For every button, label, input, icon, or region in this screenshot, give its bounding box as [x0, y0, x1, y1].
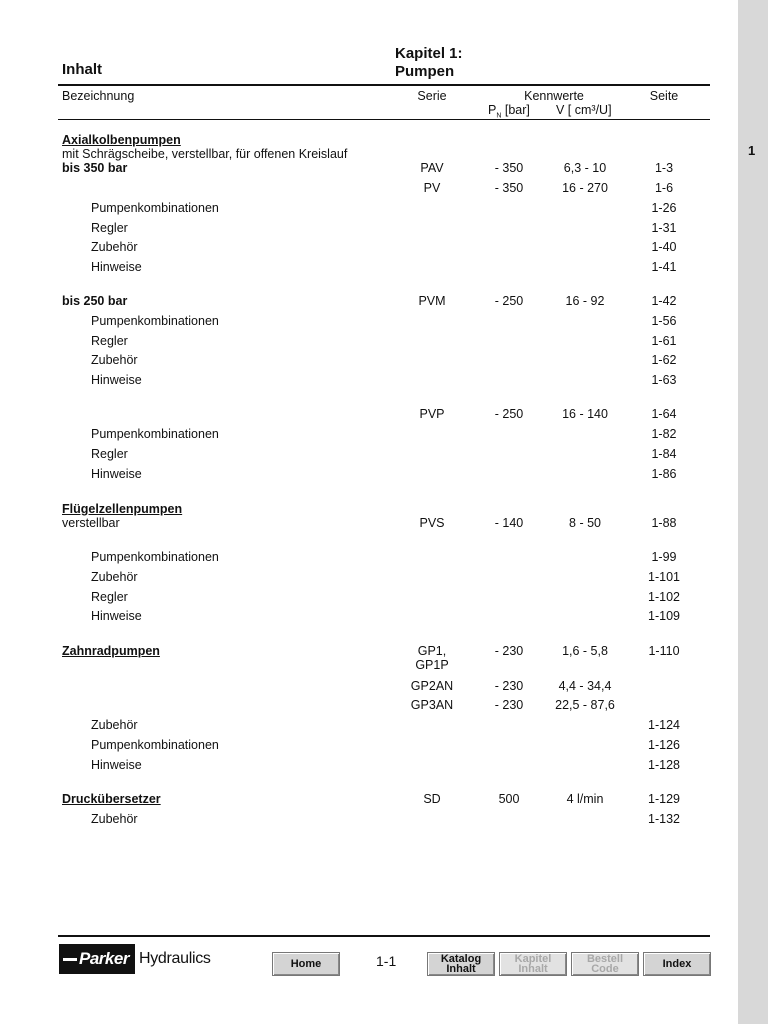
katalog-inhalt-label-1: Katalog: [440, 953, 482, 965]
table-row: [0, 467, 738, 485]
parker-logo-mark: [59, 944, 135, 974]
kapitel-inhalt-label-2: Inhalt: [518, 963, 548, 975]
row-label: Zubehör: [91, 353, 138, 367]
index-button[interactable]: Index: [643, 952, 711, 976]
row-page: 1-63: [651, 373, 677, 387]
page-number: 1-1: [376, 953, 397, 969]
row-label: Pumpenkombinationen: [91, 201, 219, 215]
row-volume: 16 - 270: [562, 181, 608, 195]
row-label: verstellbar: [62, 516, 120, 530]
row-serie: PV: [423, 181, 441, 195]
row-label: Pumpenkombinationen: [91, 738, 219, 752]
col-header-bezeichnung: Bezeichnung: [62, 89, 135, 103]
row-label: Pumpenkombinationen: [91, 550, 219, 564]
section-heading: Zahnradpumpen: [62, 644, 160, 658]
table-row: [0, 738, 738, 756]
row-page: 1-56: [651, 314, 677, 328]
table-row: [0, 373, 738, 391]
row-label: Zubehör: [91, 570, 138, 584]
row-serie: PVM: [418, 294, 446, 308]
row-label: bis 350 bar: [62, 161, 128, 175]
col-header-pn-unit: [bar]: [501, 103, 530, 117]
bestell-code-label-1: Bestell: [586, 953, 624, 965]
row-label: Hinweise: [91, 758, 142, 772]
row-pressure: - 230: [494, 644, 524, 658]
page-title: Inhalt: [62, 61, 102, 78]
row-label: Hinweise: [91, 373, 142, 387]
table-row: [0, 718, 738, 736]
table-row: [0, 221, 738, 239]
row-serie: GP3AN: [410, 698, 454, 712]
kapitel-inhalt-label-1: Kapitel: [514, 953, 552, 965]
row-page: 1-31: [651, 221, 677, 235]
row-page: 1-40: [651, 240, 677, 254]
col-header-kennwerte: Kennwerte: [524, 89, 584, 103]
table-row: [0, 314, 738, 332]
row-label: Regler: [91, 447, 128, 461]
row-volume: 6,3 - 10: [563, 161, 607, 175]
parker-logo-suffix: Hydraulics: [138, 950, 211, 967]
col-header-seite: Seite: [649, 89, 679, 103]
row-page: 1-82: [651, 427, 677, 441]
row-label: Hinweise: [91, 609, 142, 623]
row-label: Regler: [91, 590, 128, 604]
row-pressure: - 230: [494, 679, 524, 693]
row-pressure: 500: [498, 792, 520, 806]
row-page: 1-6: [654, 181, 674, 195]
katalog-inhalt-label-2: Inhalt: [446, 963, 476, 975]
row-page: 1-99: [651, 550, 677, 564]
header-rule: [58, 84, 710, 86]
col-header-serie: Serie: [417, 89, 447, 103]
row-volume: 8 - 50: [569, 516, 601, 530]
row-pressure: - 230: [494, 698, 524, 712]
row-page: 1-132: [648, 812, 680, 826]
table-row: [0, 570, 738, 588]
table-row: [0, 181, 738, 199]
row-page: 1-42: [651, 294, 677, 308]
table-row: [0, 294, 738, 312]
row-label: Pumpenkombinationen: [91, 314, 219, 328]
row-label: Hinweise: [91, 260, 142, 274]
row-page: 1-124: [648, 718, 680, 732]
row-page: 1-110: [648, 644, 680, 658]
parker-logo: [59, 943, 211, 975]
table-row: [0, 240, 738, 258]
home-button[interactable]: Home: [272, 952, 340, 976]
row-serie: PAV: [420, 161, 444, 175]
chapter-title: [395, 45, 463, 81]
row-page: 1-64: [651, 407, 677, 421]
footer-rule: [58, 935, 710, 937]
bestell-code-button[interactable]: [571, 952, 639, 976]
row-pressure: - 350: [494, 181, 524, 195]
col-header-pn: [488, 103, 530, 120]
row-serie: PVP: [419, 407, 445, 421]
row-page: 1-126: [648, 738, 680, 752]
section-heading: Druckübersetzer: [62, 792, 161, 806]
chapter-title-line2: Pumpen: [395, 63, 455, 80]
bestell-code-label-2: Code: [591, 963, 619, 975]
row-serie: [415, 644, 448, 672]
kapitel-inhalt-button[interactable]: [499, 952, 567, 976]
row-page: 1-129: [648, 792, 680, 806]
subheader-rule: [58, 119, 710, 120]
logo-dash-icon: [63, 958, 77, 961]
table-row: [0, 792, 738, 810]
table-row: [0, 698, 738, 716]
col-header-v: V [ cm³/U]: [556, 103, 612, 117]
table-row: [0, 609, 738, 627]
row-page: 1-3: [654, 161, 674, 175]
row-serie-line1: GP1,: [417, 644, 447, 658]
row-page: 1-86: [651, 467, 677, 481]
table-row: [0, 353, 738, 371]
row-label: Zubehör: [91, 812, 138, 826]
table-row: [0, 161, 738, 179]
row-volume: 16 - 92: [565, 294, 605, 308]
row-serie: GP2AN: [410, 679, 454, 693]
table-row: [0, 334, 738, 352]
row-volume: 16 - 140: [562, 407, 608, 421]
row-label: bis 250 bar: [62, 294, 128, 308]
row-page: 1-102: [648, 590, 680, 604]
row-label: Zubehör: [91, 240, 138, 254]
row-volume: 1,6 - 5,8: [562, 644, 608, 658]
table-row: [0, 550, 738, 568]
row-page: 1-84: [651, 447, 677, 461]
row-serie: SD: [423, 792, 441, 806]
section-heading: Axialkolbenpumpen: [62, 133, 181, 147]
row-serie-line2: GP1P: [415, 658, 449, 672]
row-page: 1-88: [651, 516, 677, 530]
row-volume: 4,4 - 34,4: [558, 679, 612, 693]
parker-logo-brand: Parker: [79, 949, 129, 968]
table-row: [0, 447, 738, 465]
row-volume: 4 l/min: [566, 792, 604, 806]
row-label: Hinweise: [91, 467, 142, 481]
table-row: [0, 427, 738, 445]
row-pressure: - 350: [494, 161, 524, 175]
table-row: [0, 590, 738, 608]
col-header-pn-symbol: P: [488, 103, 497, 117]
row-label: Pumpenkombinationen: [91, 427, 219, 441]
row-page: 1-26: [651, 201, 677, 215]
table-row: [0, 758, 738, 776]
row-serie: PVS: [419, 516, 445, 530]
table-row: [0, 679, 738, 697]
row-label: mit Schrägscheibe, verstellbar, für offenen Kreislauf: [62, 147, 348, 161]
row-page: 1-128: [648, 758, 680, 772]
row-label: Regler: [91, 221, 128, 235]
row-pressure: - 250: [494, 407, 524, 421]
row-pressure: - 140: [494, 516, 524, 530]
row-page: 1-101: [648, 570, 680, 584]
table-row: [0, 407, 738, 425]
row-page: 1-61: [651, 334, 677, 348]
table-row: [0, 812, 738, 830]
row-label: Regler: [91, 334, 128, 348]
katalog-inhalt-button[interactable]: [427, 952, 495, 976]
col-header-pn-subscript: N: [496, 112, 502, 120]
section-heading: Flügelzellenpumpen: [62, 502, 183, 516]
chapter-title-line1: Kapitel 1:: [395, 45, 463, 62]
table-row: [0, 644, 738, 672]
row-pressure: - 250: [494, 294, 524, 308]
row-page: 1-109: [648, 609, 680, 623]
table-row: [0, 516, 738, 534]
row-page: 1-62: [651, 353, 677, 367]
table-row: [0, 201, 738, 219]
table-row: [0, 260, 738, 278]
chapter-number: 1: [748, 143, 756, 158]
row-volume: 22,5 - 87,6: [555, 698, 615, 712]
row-label: Zubehör: [91, 718, 138, 732]
row-page: 1-41: [651, 260, 677, 274]
